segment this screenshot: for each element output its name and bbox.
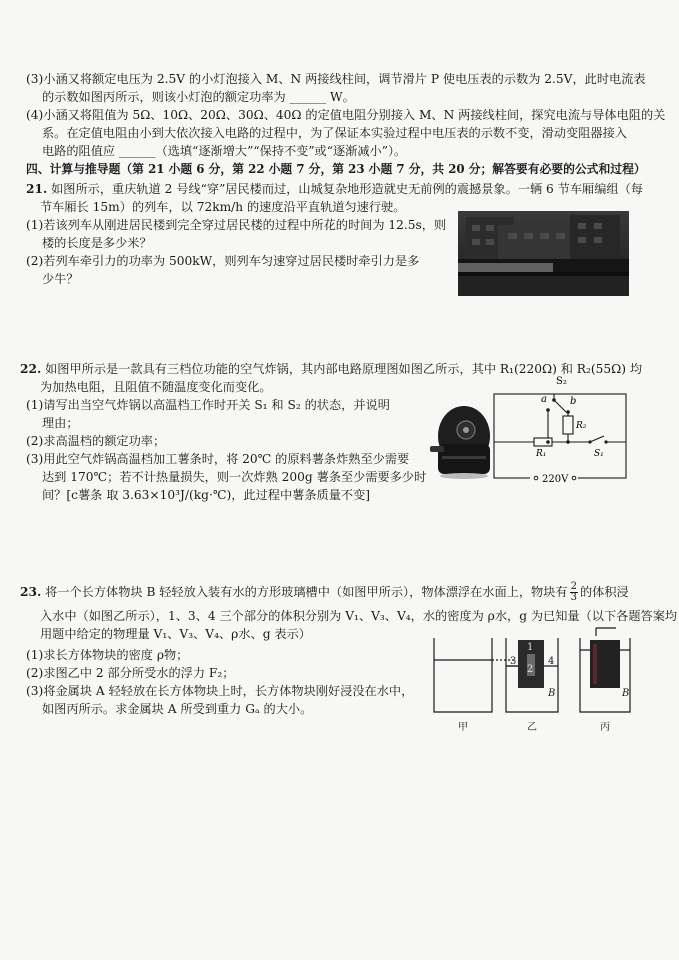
q22-circuit-diagram — [490, 372, 630, 484]
fraction-denominator: 3 — [570, 592, 577, 603]
q23-figures — [430, 626, 642, 734]
q22-part3-line: (3)用此空气炸锅高温档加工薯条时，将 20℃ 的原料薯条炸熟至少需要 — [26, 452, 410, 466]
region-4-label: 4 — [548, 656, 555, 667]
q20-part4-line: 系。在定值电阻由小到大依次接入电路的过程中，为了保证本实验过程中电压表的示数不变，滑动变阻器接入 — [42, 126, 627, 140]
q21-intro-line: 节车厢长 15m）的列车，以 72km/h 的速度沿平直轨道匀速行驶。 — [40, 200, 406, 214]
q20-part4 — [26, 106, 665, 160]
q21-part2 — [26, 252, 419, 288]
section-4-header — [26, 160, 646, 178]
block-b-label-bing: B — [622, 688, 630, 699]
section-4-title: 四、计算与推导题（第 21 小题 6 分，第 22 小题 7 分，第 23 小题 7 分，共 20 分；解答要有必要的公式和过程） — [26, 162, 646, 176]
q21-part1-line: 楼的长度是多少米？ — [42, 236, 152, 250]
q23-part2 — [26, 664, 234, 682]
air-fryer-picture — [428, 400, 492, 480]
q21-train-photo — [458, 211, 629, 296]
q21-part1-line: (1)若该列车从刚进居民楼到完全穿过居民楼的过程中所花的时间为 12.5s，则 — [26, 218, 447, 232]
q23-part3-line: (3)将金属块 A 轻轻放在长方体物块上时，长方体物块刚好浸没在水中， — [26, 684, 414, 698]
fraction-numerator: 2 — [570, 581, 577, 592]
q21-intro-line — [26, 180, 643, 198]
q22-part3-line: 间？[c薯条 取 3.63×10³J/(kg·℃)，此过程中薯条质量不变] — [42, 488, 371, 502]
q21-number: 21. — [26, 182, 48, 196]
q23-part3 — [26, 682, 413, 718]
tanks-svg — [430, 626, 642, 734]
region-3-label: 3 — [510, 656, 517, 667]
contact-a-label: a — [541, 394, 547, 405]
q20-part3-line: (3)小涵又将额定电压为 2.5V 的小灯泡接入 M、N 两接线柱间，调节滑片 P 使电压表的示数为 2.5V，此时电流表 — [26, 72, 646, 86]
source-label: 220V — [542, 474, 569, 484]
train-building-illustration — [458, 211, 629, 296]
circuit-svg — [490, 372, 630, 484]
region-1-label: 1 — [527, 642, 534, 653]
q23-intro-text-b: 的体积浸 — [579, 585, 629, 599]
s2-label: S₂ — [556, 376, 567, 387]
q23-intro-line: 用题中给定的物理量 V₁、V₃、V₄、ρ水、g 表示） — [40, 627, 311, 641]
q23-part1 — [26, 646, 188, 664]
r2-label: R₂ — [576, 421, 587, 431]
q23-part3-line: 如图丙所示。求金属块 A 所受到重力 Gₐ 的大小。 — [42, 702, 313, 716]
figure-bing-label: 丙 — [600, 722, 610, 733]
q20-part4-line: 电路的阻值应 ______（选填“逐渐增大”“保持不变”或“逐渐减小”）。 — [42, 144, 407, 158]
q21-part1 — [26, 216, 446, 252]
q22-part1-line: 理由； — [42, 416, 79, 430]
q23-part1-line: (1)求长方体物块的密度 ρ物； — [26, 648, 189, 662]
s1-label: S₁ — [594, 449, 604, 459]
q22-part1-line: (1)请写出当空气炸锅以高温档工作时开关 S₁ 和 S₂ 的状态，并说明 — [26, 398, 390, 412]
figure-yi-label: 乙 — [527, 722, 537, 733]
q23-intro-text-a: 将一个长方体物块 B 轻轻放入装有水的方形玻璃槽中（如图甲所示），物体漂浮在水面上，物块有 — [45, 585, 568, 599]
figure-jia-label: 甲 — [458, 722, 468, 733]
q22-part2 — [26, 432, 165, 450]
q20-part3-line: 的示数如图丙所示，则该小灯泡的额定功率为 ______ W。 — [42, 90, 355, 104]
q21-part2-line: (2)若列车牵引力的功率为 500kW，则列车匀速穿过居民楼时牵引力是多 — [26, 254, 420, 268]
q22-intro-text: 如图甲所示是一款具有三档位功能的空气炸锅，其内部电路原理图如图乙所示，其中 R₁(220Ω) 和 R₂(55Ω) 均 — [45, 362, 643, 376]
q20-part4-line: (4)小涵又将阻值为 5Ω、10Ω、20Ω、30Ω、40Ω 的定值电阻分别接入 M、N 两接线柱间，探究电流与导体电阻的关 — [26, 108, 666, 122]
block-b-label-yi: B — [548, 688, 556, 699]
q22-part2-line: (2)求高温档的额定功率； — [26, 434, 166, 448]
q23-part2-line: (2)求图乙中 2 部分所受水的浮力 F₂； — [26, 666, 235, 680]
q22-intro-line: 为加热电阻，且阻值不随温度变化而变化。 — [40, 380, 272, 394]
q22-part3-line: 达到 170℃；若不计热量损失，则一次炸熟 200g 薯条至少需要多少时 — [42, 470, 427, 484]
contact-b-label: b — [570, 396, 577, 407]
air-fryer-icon — [428, 400, 492, 480]
q22-number: 22. — [20, 362, 42, 376]
fraction — [570, 582, 578, 603]
region-2-label: 2 — [527, 664, 534, 675]
q20-part3 — [26, 70, 646, 106]
q23-intro-line: 入水中（如图乙所示），1、3、4 三个部分的体积分别为 V₁、V₃、V₄，水的密度为 ρ水，g 为已知量（以下各题答案均 — [40, 609, 678, 623]
q21-part2-line: 少牛？ — [42, 272, 79, 286]
q22-part3 — [26, 450, 426, 504]
q23-number: 23. — [20, 585, 42, 599]
q21-intro-text: 如图所示，重庆轨道 2 号线“穿”居民楼而过，山城复杂地形造就史无前例的震撼景象。一辆 6 节车厢编组（每 — [51, 182, 643, 196]
q22-part1 — [26, 396, 390, 432]
q23-intro-line — [20, 582, 677, 603]
r1-label: R₁ — [536, 449, 547, 459]
